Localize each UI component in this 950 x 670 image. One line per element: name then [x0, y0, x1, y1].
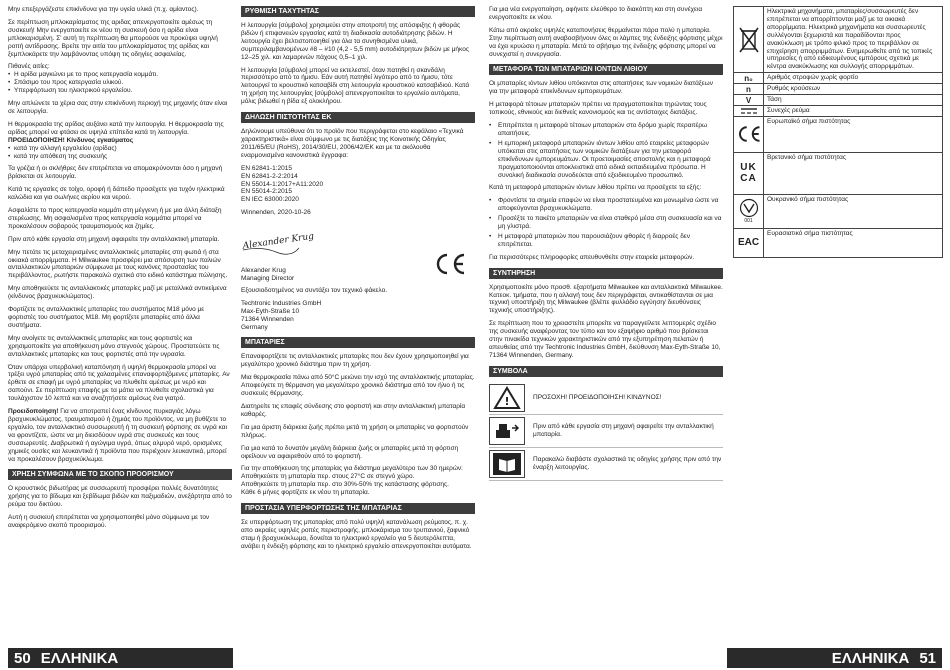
footer-left [8, 648, 233, 668]
direct-current-icon [734, 106, 764, 116]
column-4 [733, 6, 943, 646]
symbol-row [489, 415, 723, 448]
list-item: • Σπάσιμο του προς κατεργασία υλικού. [8, 79, 232, 87]
symbol-text: Τάση [767, 96, 782, 104]
remove-battery-icon [489, 417, 525, 445]
list-item: • Επιτρέπεται η μεταφορά τέτοιων μπαταριών στο δρόμο χωρίς περαιτέρω απαιτήσεις. [489, 122, 723, 138]
signature-image [241, 228, 315, 258]
column-2 [241, 6, 475, 646]
warning-title: ΠΡΟΕΙΔΟΠΟΙΗΣΗ! Κίνδυνος εγκαύματος [8, 136, 134, 144]
symbol-row [489, 448, 723, 481]
paragraph: Η λειτουργία [σύμβολο] μπορεί να εκτελεστεί, όταν πατηθεί η σκανδάλη περισσότερο από το ήμισυ. Εάν αυτή πατηθεί λιγότερο από το ήμισυ, τότε λειτουργεί το κρουστικό κατσαβίδι στη λειτουργία κρουστικού κατσαβιδιού. Κατά τη χρήση της λειτουργίας [σύμβολο] απενεργοποιείται το εργαλείο αυτόματα, μόλις βιδωθεί η βίδα εξ ολοκλήρου. [241, 66, 470, 106]
section-heading: ΧΡΗΣΗ ΣΥΜΦΩΝΑ ΜΕ ΤΟ ΣΚΟΠΟ ΠΡΟΟΡΙΣΜΟΥ [8, 469, 232, 480]
section-heading: ΣΥΝΤΗΡΗΣΗ [489, 268, 723, 279]
svg-text:!: ! [504, 394, 510, 408]
symbol-row [733, 72, 943, 83]
symbol-row [489, 382, 723, 415]
paragraph: Τα γρέζια ή οι σκλήθρες δεν επιτρέπεται να απομακρύνονται όσο η μηχανή βρίσκεται σε λειτουργία. [8, 165, 223, 181]
list-item: • Υπερφόρτωση του ηλεκτρικού εργαλείου. [8, 87, 232, 95]
list-item: • κατά την αλλαγή εργαλείου (αρίδας) [8, 145, 232, 153]
list-item: • κατά την απόθεση της συσκευής [8, 153, 232, 161]
standards-list [241, 165, 475, 205]
transport-precautions-list [489, 197, 723, 248]
symbol-text: Βρετανικό σήμα πιστότητας [767, 153, 846, 161]
column-1 [8, 6, 232, 646]
impact-rate-icon: n [734, 84, 764, 94]
paragraph: Όταν υπάρχει υπερβολική καταπόνηση ή υψηλή θερμοκρασία μπορεί να τρέξει υγρό μπαταρίας από τις χαλασμένες επαναφορτιζόμενες μπαταρίες. Αν έρθετε σε επαφή με υγρό μπαταρίας να πλυθείτε αμέσως με νερό και σαπούνι. Σε περίπτωση επαφής με τα μάτια να πλυθείτε σχολαστικά για τουλάχιστον 10 λεπτά και να αναζητήσετε αμέσως ένα γιατρό. [8, 363, 230, 403]
paragraph: Η θερμοκρασία της αρίδας αυξάνει κατά την λειτουργία. Η θερμοκρασία της αρίδας μπορεί να φτάσει σε υψηλά επίπεδα κατά τη λειτουργία. [8, 120, 224, 136]
eac-mark-icon: EAC [734, 229, 764, 257]
no-load-speed-icon: n₀ [734, 73, 764, 83]
address-line: Germany [241, 323, 268, 331]
section-heading: ΜΕΤΑΦΟΡΑ ΤΩΝ ΜΠΑΤΑΡΙΩΝ ΙΟΝΤΩΝ ΛΙΘΙΟΥ [489, 64, 723, 75]
paragraph: Μην αποθηκεύετε τις ανταλλακτικές μπαταρίες μαζί με μεταλλικά αντικείμενα (κίνδυνος βραχυκυκλώματος). [8, 285, 227, 301]
list-item: • Η μεταφορά μπαταριών που παρουσιάζουν φθορές ή διαρροές δεν επιτρέπεται. [489, 233, 723, 249]
paragraph: Για περισσότερες πληροφορίες απευθυνθείτε στην εταιρεία μεταφορών. [489, 253, 695, 261]
address-line: Techtronic Industries GmbH [241, 299, 322, 307]
paragraph [241, 465, 475, 497]
paragraph: Σε υπερφόρτωση της μπαταρίας από πολύ υψηλή κατανάλωση ρεύματος, π. χ. απο ακραίες υψηλές ροπές περιστροφής, μπλοκάρισμα του τρυπανιού, ξαφνικό σταμ ή βραχυκύκλωμα, δονείται το ηλεκτρικό εργαλείο για 5 δευτερόλεπτα, ανάβει η ένδειξη φόρτισης και το ηλεκτρικό εργαλείο απενεργοποιείται αυτόματα. [241, 519, 472, 550]
paragraph: Ο κρουστικός βιδωτήρας με συσσωρευτή προσφέρει πολλές δυνατότητες χρήσης για το βίδωμα και ξεβίδωμα βιδών και παξιμαδιών, ανεξάρτητα από το ρεύμα του δικτύου. [8, 485, 232, 509]
paragraph: Κατά τη μεταφορά μπαταριών ιόντων λιθίου πρέπει να προσέχετε τα εξής: [489, 184, 702, 192]
signer-title: Managing Director [241, 275, 295, 283]
paragraph: Για μια άριστη διάρκεια ζωής πρέπει μετά τη χρήση οι μπαταρίες να φορτιστούν πλήρως. [241, 423, 469, 439]
standard: EN 62841-1:2015 [241, 164, 292, 172]
paragraph: Οι μπαταρίες ιόντων λιθίου υπόκεινται στις απαιτήσεις των νομικών διατάξεων για την μεταφορά επικίνδυνων εμπορευμάτων. [489, 80, 713, 96]
symbol-row [733, 116, 943, 152]
paragraph: Η λειτουργία [σύμβολο] χρησιμεύει στην αποτροπή της απόσφιξης ή φθοράς βιδών ή επιφανειών εργασίας κατά τη διαδικασία αυτοδιάτρησης βιδών. Η λειτουργία έχει βελτιστοποιηθεί για όλα τα συνηθισμένα υλικά, συμπεριλαμβανομένων #8 – #10 (4,2 - 5,5 mm) αυτοδιάτρητων βιδών με μήκος 12–25 χιλ. και λαμαρινών πάχους 0,5–1 χιλ. [241, 22, 469, 61]
symbol-text: Ευρωπαϊκό σήμα πιστότητας [767, 117, 851, 125]
page-number: 50 [14, 649, 31, 667]
section-heading: ΠΡΟΣΤΑΣΙΑ ΥΠΕΡΦΟΡΤΩΣΗΣ ΤΗΣ ΜΠΑΤΑΡΙΑΣ [241, 503, 475, 514]
symbol-text: Ηλεκτρικά μηχανήματα, μπαταρίες/συσσωρευτές δεν επιτρέπεται να απορρίπτονται μαζί με τα οικιακά απορρίμματα. Ηλεκτρικά μηχανήματα και συσσωρευτές συλλέγονται ξεχωριστά και παραδίδονται προς ανακύκλωση με τρόπο φιλικό προς το περιβάλλον σε επιχείρηση απορριμμάτων. Ενημερωθείτε από τις τοπικές υπηρεσίες ή από ειδικευμένους εμπόρους σχετικά με κέντρα ανακύκλωσης και συλλογής απορριμμάτων. [767, 8, 933, 71]
symbol-text: Ευρασιατικό σήμα πιστότητας [767, 229, 853, 237]
warning-text: Για να αποτραπεί ένας κίνδυνος πυρκαγιάς λόγω βραχυκυκλώματος, τραυματισμού ή ζημιάς του προϊόντος, να μη βυθίζετε το εργαλείο, τον ανταλλακτικό συσσωρευτή ή τη συσκευή φόρτισης σε υγρά και να φροντίζετε, ώστε να μη διεισδύουν υγρά στις συσκευές και τους συσσωρευτές. Διαβρωτικά ή αγώγιμα υγρά, όπως αλμυρό νερό, ορισμένες χημικές ουσίες και λευκαντικά ή προϊόντα που περιέχουν λευκαντικά, μπορεί να προκαλέσουν βραχυκύκλωμα. [8, 408, 227, 463]
transport-list [489, 122, 723, 179]
paragraph [8, 408, 232, 463]
list-item: • Φροντίστε τα σημεία επαφών να είναι προστατευμένα και μονωμένα ώστε να αποφεύγονται βραχυκυκλώματα. [489, 197, 723, 213]
footer-right [727, 648, 942, 668]
symbol-text: Αριθμός στροφών χωρίς φορτίο [767, 74, 859, 82]
paragraph: Η μεταφορά τέτοιων μπαταριών πρέπει να πραγματοποιείται τηρώντας τους τοπικούς, εθνικούς και διεθνείς κανονισμούς και τις αντίστοιχες διατάξεις. [489, 101, 707, 117]
paragraph: Σε περίπτωση μπλοκαρίσματος της αριδας απενεργοποιείτε αμέσως τη συσκευή! Μην ενεργοποιείτε εκ νέου τη συσκευή όσο η αρίδα είναι μπλοκαρισμένη. Σ' αυτή τη περίπτωση θα μπορούσε να προκύψει υψηλή ροπή αντίδρασης. Βρείτε την αιτία του μπλοκαρίσματος της αρίδας και ξεμπλοκάρετε την λαμβάνοντας υπόψη τις οδηγίες ασφαλείας. [8, 18, 218, 58]
paragraph: Ασφαλίστε το προς κατεργασία κομμάτι στη μέγγενη ή με μια άλλη διάταξη στερέωσης. Μη ασφαλισμένα προς κατεργασία κομμάτια μπορεί να προκαλέσουν σοβαρούς τραυματισμούς και ζημίες. [8, 207, 222, 230]
symbol-text: Παρακαλώ διαβάστε σχολαστικά τις οδηγίες χρήσης πριν από την έναρξη λειτουργίας. [533, 455, 722, 471]
burns-list [8, 145, 232, 161]
standard: EN 62841-2-2:2014 [241, 172, 298, 180]
section-heading: ΣΥΜΒΟΛΑ [489, 366, 723, 377]
symbol-text: Ουκρανικό σήμα πιστότητας [767, 195, 849, 203]
symbol-row [733, 152, 943, 194]
symbol-text: Ρυθμός κρούσεων [767, 85, 821, 93]
signer-block [241, 267, 425, 283]
paragraph: Πριν από κάθε εργασία στη μηχανή αφαιρείτε την ανταλλακτική μπαταρία. [8, 235, 220, 243]
symbol-text: ΠΡΟΣΟΧΗ! ΠΡΟΕΙΔΟΠΟΙΗΣΗ! ΚΙΝΔΥΝΟΣ! [533, 393, 662, 401]
column-3 [489, 6, 723, 646]
ukraine-conformity-icon [734, 195, 764, 228]
storage-line: Αποθηκεύετε τη μπαταρία περ. στο 30%-50% της κατάστασης φόρτισης. [241, 481, 449, 489]
address-line: 71364 Winnenden [241, 315, 294, 323]
paragraph: Για μια κατά το δυνατόν μεγάλη διάρκεια ζωής οι μπαταρίες μετά τη φόρτιση οφείλουν να αφαιρεθούν από το φορτιστή. [241, 444, 459, 460]
symbol-row [733, 228, 943, 258]
ukca-mark-icon [734, 153, 764, 194]
standard: EN 55014-1:2017+A11:2020 [241, 180, 324, 188]
paragraph: Μην απλώνετε τα χέρια σας στην επικίνδυνη περιοχή της μηχανής όταν είναι σε λειτουργία. [8, 100, 228, 115]
paragraph: Μια θερμοκρασία πάνω από 50°C μειώνει την ισχύ της ανταλλακτικής μπαταρίας. Αποφεύγετε τη θέρμανση για μεγαλύτερο χρονικό διάστημα από τον ήλιο ή τις συσκευές θέρμανσης. [241, 374, 475, 398]
symbol-row [733, 6, 943, 72]
standard: EN 55014-2:2015 [241, 188, 292, 196]
storage-line: Κάθε 6 μήνες φορτίζετε εκ νέου τη μπαταρία. [241, 489, 370, 497]
paragraph: Εξουσιοδοτημένος να συντάξει τον τεχνικό φάκελο. [241, 286, 388, 294]
paragraph: Διατηρείτε τις επαφές σύνδεσης στο φορτιστή και στην ανταλλακτική μπαταρία καθαρές. [241, 403, 466, 418]
symbol-row [733, 194, 943, 228]
signature-lettering: Alexander Krug [242, 231, 315, 252]
paragraph: Κάτω από ακραίες υψηλές καταπονήσεις θερμαίνεται πάρα πολύ η μπαταρία. Στην περίπτωση αυτή αναβοσβήνουν όλες οι λάμπες της ένδειξης φόρτισης μέχρι να έχει κρυώσει η μπαταρία. Μετά το σβήσιμο της ένδειξης φόρτισης μπορεί να συνεχιστεί η συνεργασία. [489, 26, 723, 58]
symbol-row [733, 83, 943, 94]
paragraph: Αυτή η συσκευή επιτρέπεται να χρησιμοποιηθεί μόνο σύμφωνα με τον αναφερόμενο σκοπό προορισμού. [8, 514, 210, 530]
section-heading: ΡΥΘΜΙΣΗ ΤΑΧΥΤΗΤΑΣ [241, 6, 475, 17]
symbol-row [733, 94, 943, 105]
causes-list [8, 71, 232, 95]
paragraph: Φορτίζετε τις ανταλλακτικές μπαταρίες του συστήματος M18 μόνο με φορτιστές του συστήματος M18. Μη φορτίζετε μπαταρίες από άλλα συστήματα. [8, 306, 205, 329]
address-line: Max-Eyth-Straße 10 [241, 307, 300, 315]
ua-code: 001 [744, 218, 753, 225]
language-label: ΕΛΛΗΝΙΚΑ [831, 649, 910, 667]
paragraph: Μην επεξεργάζεστε επικίνδυνα για την υγεία υλικά (π.χ. αμίαντος). [8, 6, 199, 13]
signer-name: Alexander Krug [241, 267, 286, 275]
voltage-icon: V [734, 95, 764, 105]
paragraph: Χρησιμοποιείτε μόνο προσθ. εξαρτήματα Milwaukee και ανταλλακτικά Milwaukee. Κατεοκ. τμήματα, που η αλλαγή τους δεν περιγράφεται, αντικαθίστανται σε μια τεχνική υποστήριξη της Milwaukee (βλέπε φυλλάδιο εγγύηση/ διευθύνσεις τεχνικής υποστήριξης). [489, 283, 723, 315]
symbol-text: Συνεχές ρεύμα [767, 106, 810, 114]
read-manual-icon [489, 450, 525, 478]
paragraph: Μην πετάτε τις μεταχειρισμένες ανταλλακτικές μπαταρίες στη φωτιά ή στα οικιακά απορρίμματα. Η Milwaukee προσφέρει μια απόσυρση των παλιών ανταλλακτικών μπαταριών σύμφωνα με τους κανόνες προστασίας του περιβάλλοντος, ρωτήστε παρακαλώ σχετικά στο ειδικό κατάστημα πώλησης. [8, 248, 228, 280]
language-label: ΕΛΛΗΝΙΚΑ [40, 649, 119, 667]
place-date: Winnenden, 2020-10-26 [241, 209, 311, 217]
section-heading: ΔΗΛΩΣΗ ΠΙΣΤΟΤΗΤΑΣ ΕΚ [241, 112, 475, 123]
storage-line: Αποθηκεύετε τη μπαταρία περ. στους 27°C σε στεγνό χώρο. [241, 473, 415, 481]
ce-mark-icon [425, 249, 475, 279]
symbol-text: Πριν από κάθε εργασία στη μηχανή αφαιρείτε την ανταλλακτική μπαταρία. [533, 422, 714, 438]
list-item: • Η εμπορική μεταφορά μπαταριών ιόντων λιθίου από εταιρείες μεταφορών υπόκειται στις απαιτήσεις των νομικών διατάξεων για την μεταφορά επικίνδυνων εμπορευμάτων. Οι προετοιμασίες αποστολής και η μεταφορά πραγματοποιούνται αποκλειστικά από ειδικά εκπαιδευμένα πρόσωπα. Η συνολική διαδικασία συνοδεύεται από εξειδικευμένο προσωπικό. [489, 140, 723, 180]
paragraph: Κατά τις εργασίες σε τοίχο, οροφή ή δάπεδο προσέχετε για τυχόν ηλεκτρικά καλώδια και για σωλήνες αερίου και νερού. [8, 186, 225, 202]
weee-bin-icon [734, 7, 764, 72]
paragraph: Δηλώνουμε υπεύθυνα ότι το προϊόν που περιγράφεται στο κεφάλαιο «Τεχνικά χαρακτηριστικά» είναι σύμφωνο με τις διατάξεις της Κοινοτικής Οδηγίας 2011/65/EU (RoHS), 2014/30/EU, 2006/42/ΕΚ και με τα ακόλουθα εναρμονισμένα κανονιστικά έγγραφα: [241, 128, 464, 159]
storage-intro: Για την αποθήκευση της μπαταρίας για διάστημα μεγαλύτερο των 30 ημερών: [241, 465, 463, 473]
paragraph: Επαναφορτίζετε τις ανταλλακτικές μπαταρίες που δεν έχουν χρησιμοποιηθεί για μεγαλύτερο χρονικό διάστημα πριν τη χρήση. [241, 353, 469, 369]
section-heading: ΜΠΑΤΑΡΙΕΣ [241, 337, 475, 348]
list-item: • Η αρίδα μαγκώνει με το προς κατεργασία κομμάτι. [8, 71, 232, 79]
warning-triangle-icon [489, 384, 525, 412]
warning-label: Προειδοποίηση! [8, 408, 59, 416]
symbol-row [733, 105, 943, 116]
ukca-label: UK CA [740, 162, 757, 185]
paragraph: Μην ανοίγετε τις ανταλλακτικές μπαταρίες και τους φορτιστές και χρησιμοποιείτε για αποθήκευση μόνο στεγνούς χώρους. Προστατεύετε τις ανταλλακτικές μπαταρίες και τους φορτιστές από την υγρασία. [8, 334, 220, 358]
list-item: • Προσέξτε το πακέτο μπαταριών να είναι σταθερό μέσα στη συσκευασία και να μη γλιστρά. [489, 215, 723, 231]
company-address [241, 300, 475, 332]
page-number: 51 [919, 649, 936, 667]
paragraph: Πιθανές αιτίες: [8, 63, 50, 71]
ce-mark-icon [734, 117, 764, 152]
paragraph: Για μια νέα ενεργοποίηση, αφήνετε ελεύθερο το διακόπτη και στη συνέχεια ενεργοποιείτε εκ νέου. [489, 6, 703, 21]
paragraph: Σε περίπτωση που το χρειαστείτε μπορείτε να παραγγείλετε λεπτομερές σχέδιο της συσκευής αναφέροντας τον τύπο και τον εξαψήφιο αριθμό που βρίσκεται στην πινακίδα τεχνικών χαρακτηριστικών από την εξυπηρέτηση πελατών ή απευθείας από την Techtronic Industries GmbH, διεύθυνση Max-Eyth-Straße 10, 71364 Winnenden, Germany. [489, 320, 721, 359]
standard: EN IEC 63000:2020 [241, 196, 299, 204]
